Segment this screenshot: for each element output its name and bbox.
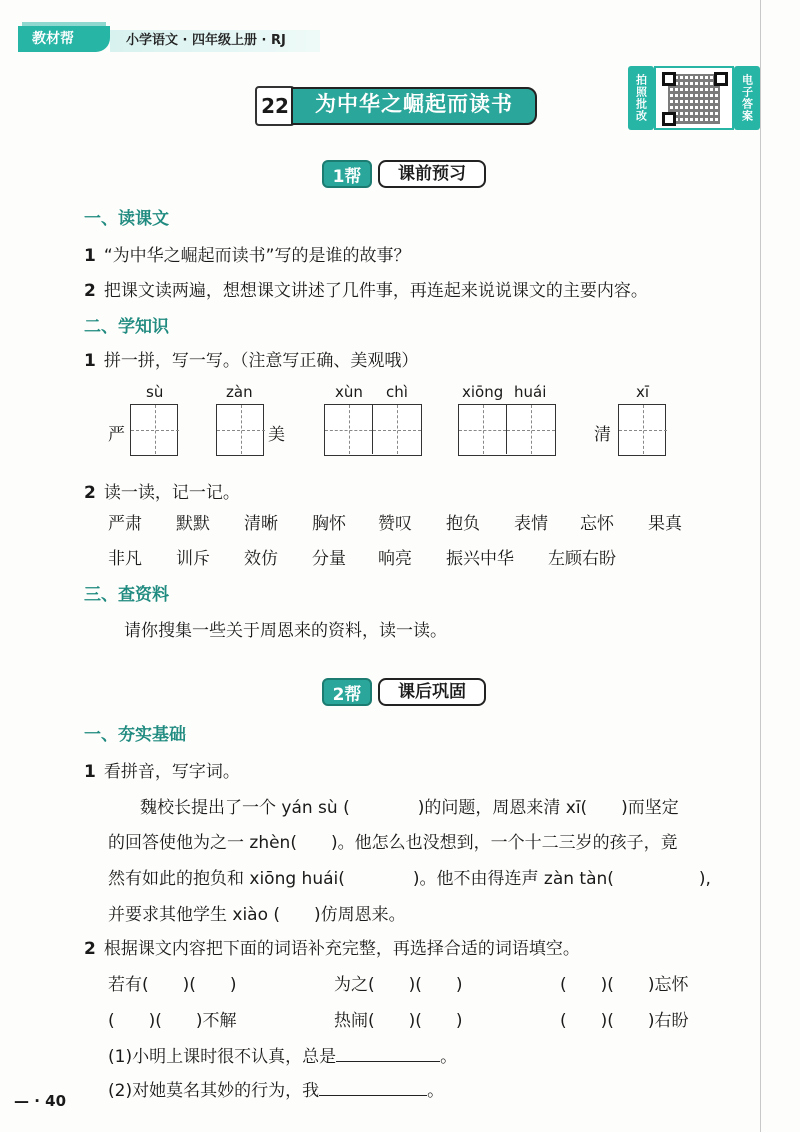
passage-line: 然有如此的抱负和 xiōng huái( )。他不由得连声 zàn tàn( ), [108, 869, 711, 889]
passage-line: 的回答使他为之一 zhèn( )。他怎么也没想到，一个十二三岁的孩子，竟 [108, 833, 678, 853]
writing-grid[interactable] [216, 404, 264, 456]
vocab-word: 非凡 [108, 549, 142, 569]
vocab-word: 响亮 [378, 549, 412, 569]
section-number: 2帮 [322, 678, 372, 706]
heading-research: 三、查资料 [84, 585, 169, 605]
writing-grid[interactable] [130, 404, 178, 456]
pinyin-label: xī [636, 383, 650, 401]
vocab-word: 胸怀 [312, 514, 346, 534]
pinyin-label: zàn [226, 383, 253, 401]
vocab-word: 忘怀 [580, 514, 614, 534]
question-pinyin-to-words: 1 看拼音，写字词。 [84, 762, 240, 782]
section-pill-review [322, 678, 486, 706]
heading-learn: 二、学知识 [84, 317, 169, 337]
vocab-word: 表情 [514, 514, 548, 534]
heading-basics: 一、夯实基础 [84, 725, 186, 745]
vocab-word: 清晰 [244, 514, 278, 534]
lesson-heading [255, 86, 537, 126]
section-pill-preview [322, 160, 486, 188]
writing-grid[interactable] [458, 404, 556, 456]
page-number: — · 40 [14, 1092, 67, 1110]
idiom-blank[interactable]: 若有( )( ) [108, 975, 237, 995]
question-pinyin-write: 1 拼一拼，写一写。（注意写正确、美观哦） [84, 351, 419, 371]
pinyin-label: chì [386, 383, 408, 401]
qr-left-label: 拍照批改 [628, 66, 654, 130]
passage-line: 魏校长提出了一个 yán sù ( )的问题，周恩来清 xī( )而坚定 [140, 798, 679, 818]
idiom-blank[interactable]: 为之( )( ) [334, 975, 463, 995]
vocab-word: 抱负 [446, 514, 480, 534]
heading-read-text: 一、读课文 [84, 209, 169, 229]
vocab-word: 效仿 [244, 549, 278, 569]
vocab-word: 振兴中华 [446, 549, 514, 569]
question-1: 1 “为中华之崛起而读书”写的是谁的故事？ [84, 246, 411, 266]
vocab-word: 赞叹 [378, 514, 412, 534]
fill-sentence-1: (1)小明上课时很不认真，总是 。 [108, 1047, 458, 1067]
idiom-blank[interactable]: ( )( )不解 [108, 1011, 237, 1031]
writing-grid[interactable] [324, 404, 422, 456]
pinyin-label: xiōng [462, 383, 504, 401]
question-2: 2 把课文读两遍，想想课文讲述了几件事，再连起来说说课文的主要内容。 [84, 281, 648, 301]
header-tag: 教材帮 [18, 26, 110, 52]
qr-code-icon [654, 66, 734, 130]
given-character: 严 [108, 425, 125, 445]
vocab-word: 严肃 [108, 514, 142, 534]
lesson-title: 为中华之崛起而读书 [291, 87, 537, 125]
section-label: 课后巩固 [378, 678, 486, 706]
vocab-word: 果真 [648, 514, 682, 534]
pinyin-label: huái [514, 383, 547, 401]
pinyin-label: sù [146, 383, 164, 401]
breadcrumb: 小学语文 · 四年级上册 · RJ [110, 30, 320, 52]
page-edge-line [760, 0, 761, 1132]
section-label: 课前预习 [378, 160, 486, 188]
qr-right-label: 电子答案 [734, 66, 760, 130]
answer-blank[interactable] [336, 1061, 440, 1062]
given-character: 美 [268, 425, 285, 445]
pinyin-label: xùn [335, 383, 363, 401]
qr-code-panel[interactable] [628, 66, 760, 130]
lesson-number: 22 [255, 86, 295, 126]
research-instruction: 请你搜集一些关于周恩来的资料，读一读。 [124, 621, 447, 641]
question-read-memorize: 2 读一读，记一记。 [84, 483, 240, 503]
section-number: 1帮 [322, 160, 372, 188]
answer-blank[interactable] [319, 1095, 427, 1096]
writing-grid[interactable] [618, 404, 666, 456]
given-character: 清 [594, 425, 611, 445]
vocab-word: 训斥 [176, 549, 210, 569]
idiom-blank[interactable]: 热闹( )( ) [334, 1011, 463, 1031]
passage-line: 并要求其他学生 xiào ( )仿周恩来。 [108, 905, 406, 925]
idiom-blank[interactable]: ( )( )右盼 [560, 1011, 689, 1031]
idiom-blank[interactable]: ( )( )忘怀 [560, 975, 689, 995]
question-complete-idioms: 2 根据课文内容把下面的词语补充完整，再选择合适的词语填空。 [84, 939, 580, 959]
fill-sentence-2: (2)对她莫名其妙的行为，我 。 [108, 1081, 445, 1101]
vocab-word: 默默 [176, 514, 210, 534]
vocab-word: 左顾右盼 [548, 549, 616, 569]
vocab-word: 分量 [312, 549, 346, 569]
